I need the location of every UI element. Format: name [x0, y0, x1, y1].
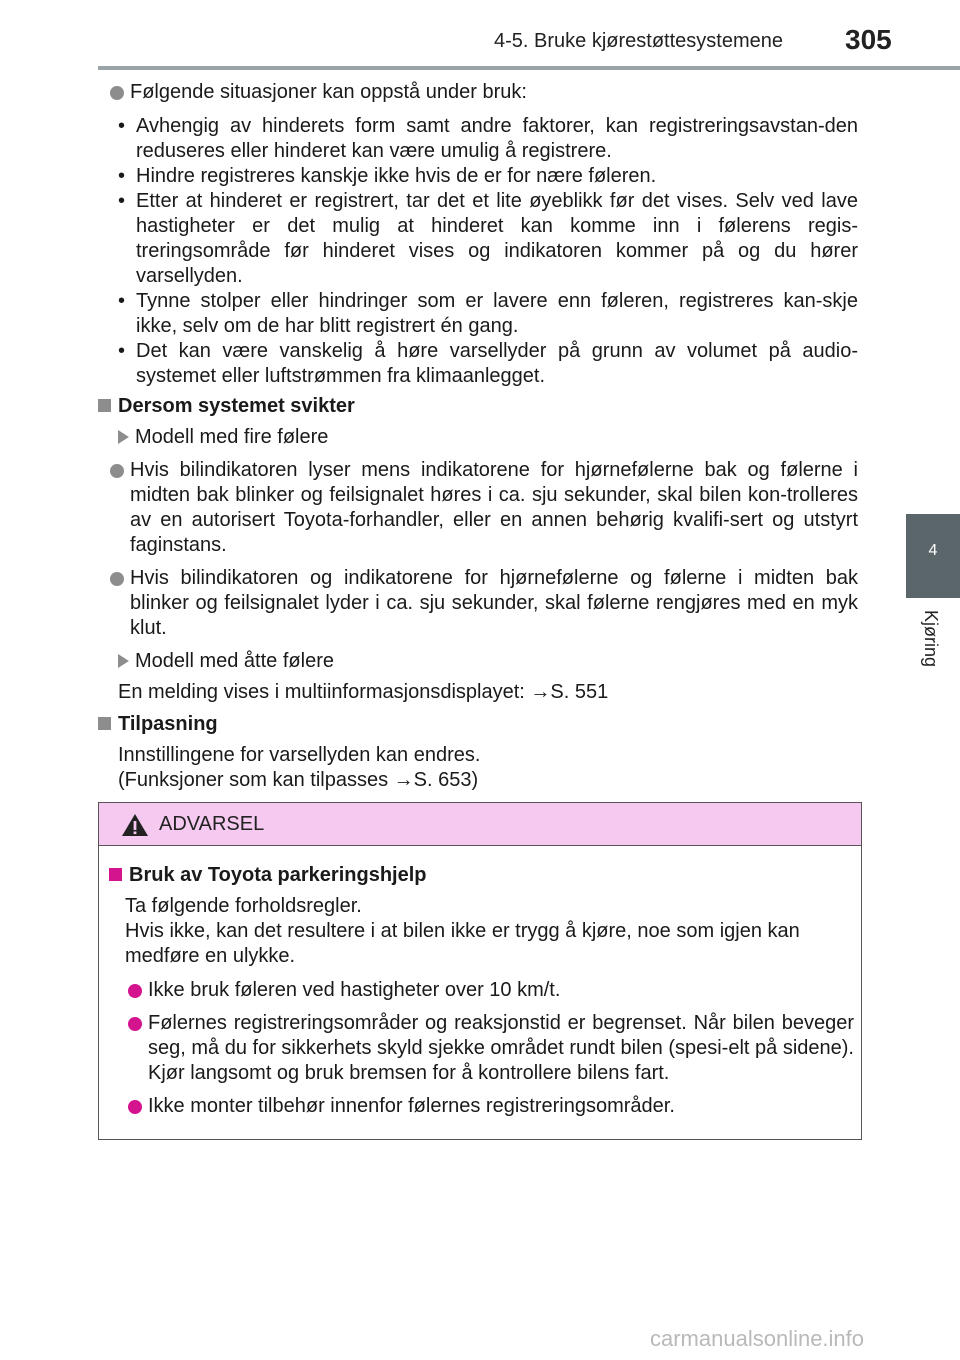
section-square-icon — [98, 399, 111, 412]
model-four-row — [118, 425, 858, 450]
bullet-dot-icon — [128, 984, 142, 998]
intro-lead: Følgende situasjoner kan oppstå under bruk: — [130, 81, 527, 103]
warning-title: ADVARSEL — [159, 813, 265, 835]
section-title: 4-5. Bruke kjørestøttesystemene — [494, 30, 783, 52]
warning-heading-row — [109, 863, 854, 888]
bullet-dot-icon — [110, 572, 124, 586]
warning-line1: Ta følgende forholdsregler. — [125, 895, 362, 917]
chapter-tab[interactable] — [906, 514, 960, 598]
chapter-label-box — [906, 598, 960, 738]
header-divider — [98, 66, 960, 70]
warning-item: Ikke monter tilbehør innenfor følernes registreringsområder. — [148, 1095, 675, 1117]
custom-heading-row — [98, 712, 858, 737]
watermark: carmanualsonline.info — [650, 1326, 865, 1351]
section-square-icon — [98, 717, 111, 730]
warning-item-row — [128, 1011, 854, 1086]
list-item: • Tynne stolper eller hindringer som er lavere enn føleren, registreres kan-skje ikke, selv om de har blitt registrert én gang. — [98, 289, 858, 339]
warning-header — [99, 803, 861, 846]
model-eight-label: Modell med åtte følere — [135, 650, 334, 672]
bullet-dot-icon — [128, 1100, 142, 1114]
failure-heading-row — [98, 394, 858, 419]
failure-heading: Dersom systemet svikter — [118, 395, 355, 417]
failure-para2: Hvis bilindikatoren og indikatorene for hjørnefølerne og følerne i midten bak blinker og feilsignalet lyder i ca. sju sekunder, skal følerne rengjøres med en myk klut. — [130, 567, 858, 639]
list-item: • Avhengig av hinderets form samt andre faktorer, kan registreringsavstan-den reduseres eller hinderet kan være umulig å registrere. — [98, 114, 858, 164]
warning-item-row — [128, 1094, 854, 1119]
bullet-dot-icon — [110, 464, 124, 478]
model-eight-row — [118, 649, 858, 674]
warning-box — [98, 802, 862, 1140]
failure-para1-row — [110, 458, 858, 558]
custom-line2: (Funksjoner som kan tilpasses →S. 653) — [118, 769, 479, 791]
bullet-dot-icon — [110, 86, 124, 100]
intro-bullet-list — [98, 114, 858, 389]
warning-item: Ikke bruk føleren ved hastigheter over 10 km/t. — [148, 979, 561, 1001]
triangle-marker-icon — [118, 654, 129, 668]
failure-para1: Hvis bilindikatoren lyser mens indikatorene for hjørnefølerne bak og følerne i midten bak blinker og feilsignalet høres i ca. sju sekunder, skal bilen kon-trolleres av en autorisert Toyota-forhandler, eller en annen behørig kvalifi-sert og utstyrt faginstans. — [130, 459, 858, 556]
custom-line1: Innstillingene for varsellyden kan endres. — [118, 744, 481, 766]
warning-item: Følernes registreringsområder og reaksjonstid er begrenset. Når bilen beveger seg, må du for sikkerhets skyld sjekke området rundt bilen (spesi-elt på sidene). Kjør langsomt og bruk bremsen for å kontrollere bilens fart. — [148, 1012, 854, 1084]
section-square-icon — [109, 868, 122, 881]
list-item: • Hindre registreres kanskje ikke hvis de er for nære føleren. — [98, 164, 858, 189]
list-item: • Det kan være vanskelig å høre varsellyder på grunn av volumet på audio-systemet eller luftstrømmen fra klimaanlegget. — [98, 339, 858, 389]
warning-item-row — [128, 978, 854, 1003]
main-content — [98, 78, 858, 793]
page-number: 305 — [845, 24, 892, 55]
list-item: • Etter at hinderet er registrert, tar det et lite øyeblikk før det vises. Selv ved lave hastigheter er det mulig at hinderet kan komme inn i følerens regis-treringsområde før hinderet vises og indikatoren kommer på og du hører varsellyden. — [98, 189, 858, 289]
custom-heading: Tilpasning — [118, 713, 218, 735]
chapter-label: Kjøring — [921, 610, 941, 668]
model-four-label: Modell med fire følere — [135, 426, 329, 448]
display-message: En melding vises i multiinformasjonsdisplayet: →S. 551 — [118, 681, 609, 703]
triangle-marker-icon — [118, 430, 129, 444]
failure-para2-row — [110, 566, 858, 641]
warning-triangle-icon — [121, 813, 149, 837]
bullet-dot-icon — [128, 1017, 142, 1031]
chapter-number: 4 — [928, 542, 938, 559]
warning-body — [109, 863, 854, 1119]
intro-lead-row — [98, 80, 858, 105]
warning-line2: Hvis ikke, kan det resultere i at bilen ikke er trygg å kjøre, noe som igjen kan medføre en ulykke. — [125, 920, 800, 967]
warning-heading: Bruk av Toyota parkeringshjelp — [129, 864, 427, 886]
